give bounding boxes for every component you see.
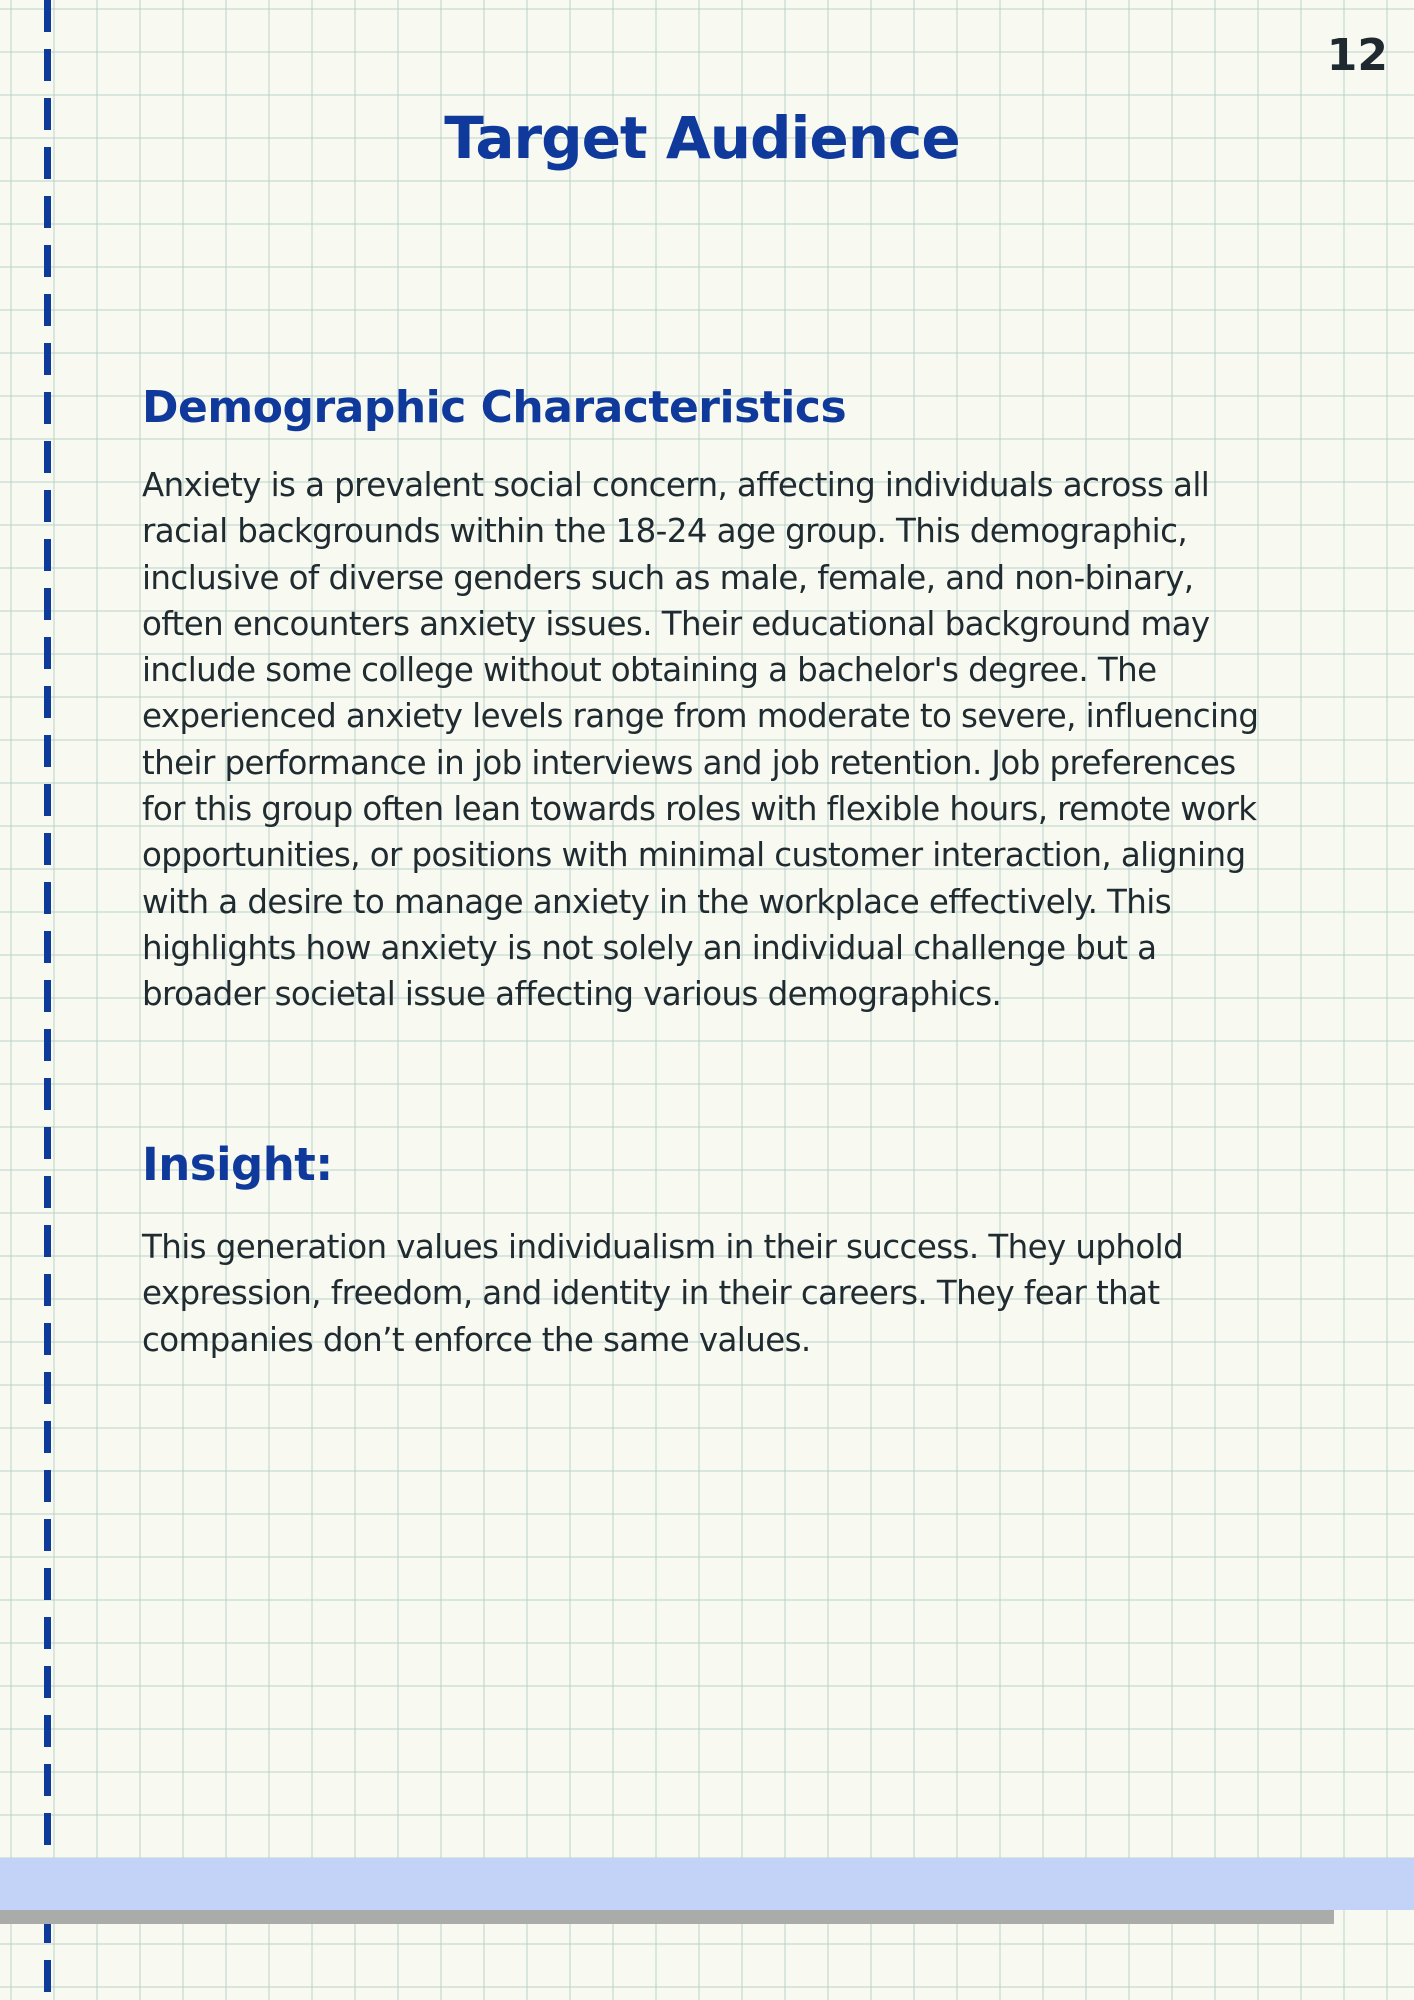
demographic-characteristics-heading: Demographic Characteristics bbox=[142, 382, 847, 433]
page-number: 12 bbox=[1326, 30, 1388, 81]
insight-heading: Insight: bbox=[142, 1138, 333, 1191]
footer-shadow-bar bbox=[0, 1910, 1334, 1924]
notebook-margin-line bbox=[44, 0, 51, 2000]
page-title: Target Audience bbox=[444, 104, 960, 172]
insight-paragraph: This generation values individualism in their success. They uphold expression, freedom, and identity in their careers. They fear that companies don’t enforce the same values. bbox=[142, 1228, 1184, 1359]
demographic-characteristics-paragraph: Anxiety is a prevalent social concern, affecting individuals across all racial backgrounds within the 18-24 age group. This demographic, inclusive of diverse genders such as male, female, and non-binary, often encounters anxiety issues. Their educational background may include some college without obtaining a bachelor's degree. The experienced anxiety levels range from moderate to severe, influencing their performance in job interviews and job retention. Job preferences for this group often lean towards roles with flexible hours, remote work opportunities, or positions with minimal customer interaction, aligning with a desire to manage anxiety in the workplace effectively. This highlights how anxiety is not solely an individual challenge but a broader societal issue affecting various demographics. bbox=[142, 466, 1259, 1014]
footer-band bbox=[0, 1858, 1414, 1910]
